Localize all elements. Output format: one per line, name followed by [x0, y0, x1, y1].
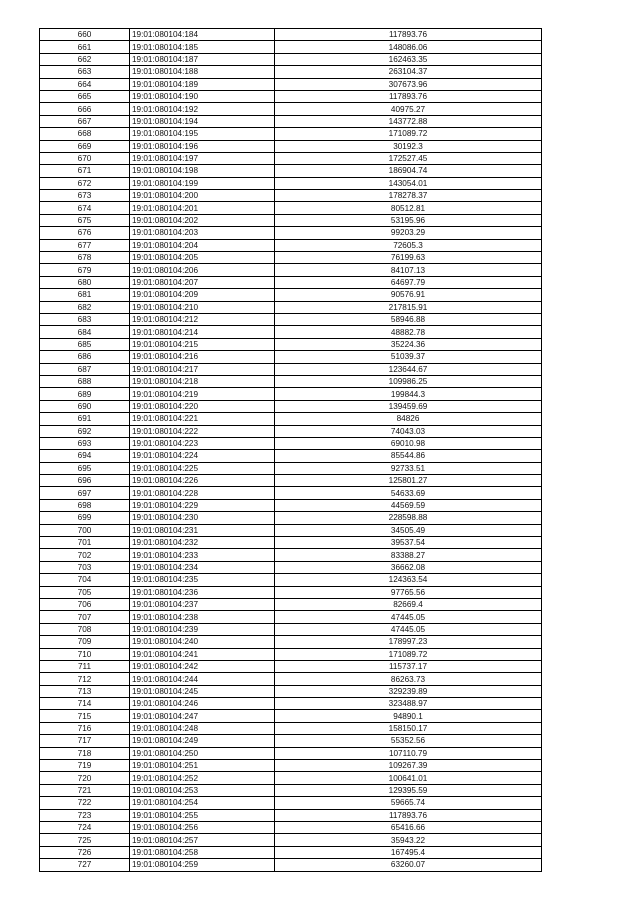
- cadastral-number-cell: 19:01:080104:257: [130, 834, 275, 846]
- cadastral-number-cell: 19:01:080104:210: [130, 301, 275, 313]
- value-cell: 139459.69: [275, 400, 542, 412]
- cadastral-number-cell: 19:01:080104:218: [130, 375, 275, 387]
- row-number-cell: 661: [40, 41, 130, 53]
- table-row: [40, 598, 542, 610]
- row-number-cell: 679: [40, 264, 130, 276]
- value-cell: 97765.56: [275, 586, 542, 598]
- cadastral-number-cell: 19:01:080104:244: [130, 673, 275, 685]
- value-cell: 90576.91: [275, 289, 542, 301]
- cadastral-number-cell: 19:01:080104:236: [130, 586, 275, 598]
- row-number-cell: 689: [40, 388, 130, 400]
- table-row: [40, 574, 542, 586]
- table-row: [40, 252, 542, 264]
- table-row: [40, 673, 542, 685]
- cadastral-number-cell: 19:01:080104:228: [130, 487, 275, 499]
- row-number-cell: 705: [40, 586, 130, 598]
- row-number-cell: 726: [40, 846, 130, 858]
- row-number-cell: 701: [40, 537, 130, 549]
- value-cell: 65416.66: [275, 822, 542, 834]
- cadastral-number-cell: 19:01:080104:235: [130, 574, 275, 586]
- table-row: [40, 276, 542, 288]
- cadastral-number-cell: 19:01:080104:198: [130, 165, 275, 177]
- table-row: [40, 747, 542, 759]
- value-cell: 94890.1: [275, 710, 542, 722]
- table-row: [40, 413, 542, 425]
- row-number-cell: 674: [40, 202, 130, 214]
- value-cell: 84107.13: [275, 264, 542, 276]
- row-number-cell: 702: [40, 549, 130, 561]
- cadastral-number-cell: 19:01:080104:223: [130, 437, 275, 449]
- value-cell: 117893.76: [275, 809, 542, 821]
- table-row: [40, 128, 542, 140]
- row-number-cell: 721: [40, 784, 130, 796]
- value-cell: 129395.59: [275, 784, 542, 796]
- row-number-cell: 711: [40, 660, 130, 672]
- cadastral-number-cell: 19:01:080104:204: [130, 239, 275, 251]
- value-cell: 329239.89: [275, 685, 542, 697]
- table-row: [40, 549, 542, 561]
- table-row: [40, 351, 542, 363]
- table-row: [40, 289, 542, 301]
- cadastral-number-cell: 19:01:080104:187: [130, 53, 275, 65]
- value-cell: 217815.91: [275, 301, 542, 313]
- cadastral-number-cell: 19:01:080104:195: [130, 128, 275, 140]
- value-cell: 44569.59: [275, 499, 542, 511]
- cadastral-number-cell: 19:01:080104:245: [130, 685, 275, 697]
- cadastral-number-cell: 19:01:080104:190: [130, 90, 275, 102]
- row-number-cell: 678: [40, 252, 130, 264]
- table-row: [40, 338, 542, 350]
- row-number-cell: 717: [40, 735, 130, 747]
- row-number-cell: 683: [40, 313, 130, 325]
- table-row: [40, 425, 542, 437]
- table-row: [40, 140, 542, 152]
- row-number-cell: 712: [40, 673, 130, 685]
- table-row: [40, 115, 542, 127]
- cadastral-number-cell: 19:01:080104:234: [130, 561, 275, 573]
- row-number-cell: 693: [40, 437, 130, 449]
- value-cell: 117893.76: [275, 90, 542, 102]
- row-number-cell: 666: [40, 103, 130, 115]
- value-cell: 74043.03: [275, 425, 542, 437]
- value-cell: 109267.39: [275, 760, 542, 772]
- table-row: [40, 400, 542, 412]
- table-row: [40, 636, 542, 648]
- table-row: [40, 822, 542, 834]
- row-number-cell: 723: [40, 809, 130, 821]
- row-number-cell: 703: [40, 561, 130, 573]
- row-number-cell: 725: [40, 834, 130, 846]
- value-cell: 85544.86: [275, 450, 542, 462]
- row-number-cell: 677: [40, 239, 130, 251]
- cadastral-number-cell: 19:01:080104:250: [130, 747, 275, 759]
- cadastral-number-cell: 19:01:080104:237: [130, 598, 275, 610]
- row-number-cell: 718: [40, 747, 130, 759]
- table-row: [40, 264, 542, 276]
- value-cell: 115737.17: [275, 660, 542, 672]
- value-cell: 80512.81: [275, 202, 542, 214]
- cadastral-number-cell: 19:01:080104:212: [130, 313, 275, 325]
- value-cell: 158150.17: [275, 722, 542, 734]
- row-number-cell: 691: [40, 413, 130, 425]
- table-row: [40, 524, 542, 536]
- row-number-cell: 686: [40, 351, 130, 363]
- cadastral-number-cell: 19:01:080104:219: [130, 388, 275, 400]
- value-cell: 117893.76: [275, 29, 542, 41]
- cadastral-number-cell: 19:01:080104:196: [130, 140, 275, 152]
- value-cell: 99203.29: [275, 227, 542, 239]
- value-cell: 58946.88: [275, 313, 542, 325]
- table-row: [40, 363, 542, 375]
- row-number-cell: 660: [40, 29, 130, 41]
- table-row: [40, 760, 542, 772]
- cadastral-number-cell: 19:01:080104:259: [130, 859, 275, 871]
- row-number-cell: 680: [40, 276, 130, 288]
- cadastral-number-cell: 19:01:080104:258: [130, 846, 275, 858]
- table-row: [40, 784, 542, 796]
- value-cell: 186904.74: [275, 165, 542, 177]
- value-cell: 125801.27: [275, 475, 542, 487]
- table-row: [40, 537, 542, 549]
- cadastral-number-cell: 19:01:080104:253: [130, 784, 275, 796]
- cadastral-number-cell: 19:01:080104:205: [130, 252, 275, 264]
- table-row: [40, 710, 542, 722]
- table-row: [40, 375, 542, 387]
- cadastral-number-cell: 19:01:080104:233: [130, 549, 275, 561]
- table-row: [40, 512, 542, 524]
- row-number-cell: 675: [40, 214, 130, 226]
- cadastral-number-cell: 19:01:080104:207: [130, 276, 275, 288]
- cadastral-number-cell: 19:01:080104:240: [130, 636, 275, 648]
- table-row: [40, 313, 542, 325]
- value-cell: 83388.27: [275, 549, 542, 561]
- row-number-cell: 724: [40, 822, 130, 834]
- cadastral-number-cell: 19:01:080104:184: [130, 29, 275, 41]
- cadastral-number-cell: 19:01:080104:222: [130, 425, 275, 437]
- value-cell: 124363.54: [275, 574, 542, 586]
- table-row: [40, 103, 542, 115]
- row-number-cell: 687: [40, 363, 130, 375]
- row-number-cell: 676: [40, 227, 130, 239]
- value-cell: 54633.69: [275, 487, 542, 499]
- row-number-cell: 681: [40, 289, 130, 301]
- value-cell: 55352.56: [275, 735, 542, 747]
- value-cell: 263104.37: [275, 66, 542, 78]
- cadastral-number-cell: 19:01:080104:197: [130, 152, 275, 164]
- cadastral-number-cell: 19:01:080104:185: [130, 41, 275, 53]
- value-cell: 171089.72: [275, 128, 542, 140]
- cadastral-number-cell: 19:01:080104:248: [130, 722, 275, 734]
- value-cell: 178278.37: [275, 190, 542, 202]
- value-cell: 72605.3: [275, 239, 542, 251]
- row-number-cell: 707: [40, 611, 130, 623]
- cadastral-number-cell: 19:01:080104:232: [130, 537, 275, 549]
- row-number-cell: 706: [40, 598, 130, 610]
- row-number-cell: 672: [40, 177, 130, 189]
- value-cell: 123644.67: [275, 363, 542, 375]
- cadastral-number-cell: 19:01:080104:200: [130, 190, 275, 202]
- value-cell: 36662.08: [275, 561, 542, 573]
- cadastral-number-cell: 19:01:080104:226: [130, 475, 275, 487]
- table-row: [40, 53, 542, 65]
- cadastral-number-cell: 19:01:080104:217: [130, 363, 275, 375]
- value-cell: 100641.01: [275, 772, 542, 784]
- row-number-cell: 682: [40, 301, 130, 313]
- row-number-cell: 699: [40, 512, 130, 524]
- table-row: [40, 450, 542, 462]
- value-cell: 47445.05: [275, 623, 542, 635]
- table-row: [40, 202, 542, 214]
- row-number-cell: 688: [40, 375, 130, 387]
- row-number-cell: 716: [40, 722, 130, 734]
- table-row: [40, 846, 542, 858]
- table-row: [40, 487, 542, 499]
- cadastral-number-cell: 19:01:080104:202: [130, 214, 275, 226]
- value-cell: 47445.05: [275, 611, 542, 623]
- cadastral-value-table: [39, 28, 542, 872]
- table-row: [40, 499, 542, 511]
- table-row: [40, 685, 542, 697]
- cadastral-number-cell: 19:01:080104:201: [130, 202, 275, 214]
- cadastral-number-cell: 19:01:080104:206: [130, 264, 275, 276]
- value-cell: 307673.96: [275, 78, 542, 90]
- value-cell: 199844.3: [275, 388, 542, 400]
- row-number-cell: 685: [40, 338, 130, 350]
- value-cell: 162463.35: [275, 53, 542, 65]
- table-row: [40, 859, 542, 871]
- row-number-cell: 709: [40, 636, 130, 648]
- table-row: [40, 239, 542, 251]
- row-number-cell: 719: [40, 760, 130, 772]
- cadastral-number-cell: 19:01:080104:209: [130, 289, 275, 301]
- table-row: [40, 834, 542, 846]
- value-cell: 82669.4: [275, 598, 542, 610]
- table-row: [40, 177, 542, 189]
- value-cell: 167495.4: [275, 846, 542, 858]
- table-row: [40, 475, 542, 487]
- value-cell: 107110.79: [275, 747, 542, 759]
- table-row: [40, 214, 542, 226]
- value-cell: 34505.49: [275, 524, 542, 536]
- cadastral-number-cell: 19:01:080104:252: [130, 772, 275, 784]
- row-number-cell: 695: [40, 462, 130, 474]
- table-row: [40, 611, 542, 623]
- table-row: [40, 462, 542, 474]
- table-row: [40, 561, 542, 573]
- value-cell: 59665.74: [275, 797, 542, 809]
- row-number-cell: 664: [40, 78, 130, 90]
- value-cell: 86263.73: [275, 673, 542, 685]
- value-cell: 171089.72: [275, 648, 542, 660]
- cadastral-number-cell: 19:01:080104:247: [130, 710, 275, 722]
- table-row: [40, 66, 542, 78]
- table-row: [40, 722, 542, 734]
- cadastral-number-cell: 19:01:080104:238: [130, 611, 275, 623]
- cadastral-number-cell: 19:01:080104:188: [130, 66, 275, 78]
- cadastral-number-cell: 19:01:080104:239: [130, 623, 275, 635]
- row-number-cell: 708: [40, 623, 130, 635]
- value-cell: 84826: [275, 413, 542, 425]
- row-number-cell: 684: [40, 326, 130, 338]
- cadastral-number-cell: 19:01:080104:216: [130, 351, 275, 363]
- table-row: [40, 326, 542, 338]
- table-row: [40, 227, 542, 239]
- table-row: [40, 735, 542, 747]
- value-cell: 69010.98: [275, 437, 542, 449]
- cadastral-number-cell: 19:01:080104:241: [130, 648, 275, 660]
- cadastral-number-cell: 19:01:080104:194: [130, 115, 275, 127]
- cadastral-number-cell: 19:01:080104:251: [130, 760, 275, 772]
- table-row: [40, 41, 542, 53]
- row-number-cell: 727: [40, 859, 130, 871]
- value-cell: 35943.22: [275, 834, 542, 846]
- value-cell: 109986.25: [275, 375, 542, 387]
- value-cell: 76199.63: [275, 252, 542, 264]
- cadastral-number-cell: 19:01:080104:254: [130, 797, 275, 809]
- row-number-cell: 669: [40, 140, 130, 152]
- table-row: [40, 152, 542, 164]
- row-number-cell: 713: [40, 685, 130, 697]
- cadastral-number-cell: 19:01:080104:249: [130, 735, 275, 747]
- row-number-cell: 690: [40, 400, 130, 412]
- row-number-cell: 671: [40, 165, 130, 177]
- value-cell: 63260.07: [275, 859, 542, 871]
- table-row: [40, 772, 542, 784]
- table-row: [40, 90, 542, 102]
- value-cell: 143054.01: [275, 177, 542, 189]
- cadastral-number-cell: 19:01:080104:225: [130, 462, 275, 474]
- row-number-cell: 665: [40, 90, 130, 102]
- cadastral-number-cell: 19:01:080104:256: [130, 822, 275, 834]
- cadastral-number-cell: 19:01:080104:246: [130, 698, 275, 710]
- row-number-cell: 667: [40, 115, 130, 127]
- row-number-cell: 670: [40, 152, 130, 164]
- cadastral-number-cell: 19:01:080104:230: [130, 512, 275, 524]
- row-number-cell: 698: [40, 499, 130, 511]
- row-number-cell: 673: [40, 190, 130, 202]
- row-number-cell: 692: [40, 425, 130, 437]
- row-number-cell: 663: [40, 66, 130, 78]
- row-number-cell: 662: [40, 53, 130, 65]
- row-number-cell: 668: [40, 128, 130, 140]
- row-number-cell: 694: [40, 450, 130, 462]
- table-body: [40, 29, 542, 872]
- cadastral-number-cell: 19:01:080104:199: [130, 177, 275, 189]
- value-cell: 64697.79: [275, 276, 542, 288]
- value-cell: 48882.78: [275, 326, 542, 338]
- value-cell: 39537.54: [275, 537, 542, 549]
- value-cell: 178997.23: [275, 636, 542, 648]
- table-row: [40, 698, 542, 710]
- cadastral-number-cell: 19:01:080104:242: [130, 660, 275, 672]
- value-cell: 143772.88: [275, 115, 542, 127]
- table-row: [40, 165, 542, 177]
- value-cell: 228598.88: [275, 512, 542, 524]
- cadastral-number-cell: 19:01:080104:192: [130, 103, 275, 115]
- cadastral-number-cell: 19:01:080104:255: [130, 809, 275, 821]
- table-row: [40, 586, 542, 598]
- row-number-cell: 722: [40, 797, 130, 809]
- row-number-cell: 710: [40, 648, 130, 660]
- cadastral-number-cell: 19:01:080104:189: [130, 78, 275, 90]
- value-cell: 53195.96: [275, 214, 542, 226]
- cadastral-number-cell: 19:01:080104:214: [130, 326, 275, 338]
- cadastral-number-cell: 19:01:080104:221: [130, 413, 275, 425]
- value-cell: 323488.97: [275, 698, 542, 710]
- table-row: [40, 388, 542, 400]
- value-cell: 148086.06: [275, 41, 542, 53]
- cadastral-number-cell: 19:01:080104:220: [130, 400, 275, 412]
- table-row: [40, 437, 542, 449]
- cadastral-number-cell: 19:01:080104:224: [130, 450, 275, 462]
- value-cell: 40975.27: [275, 103, 542, 115]
- table-row: [40, 623, 542, 635]
- row-number-cell: 720: [40, 772, 130, 784]
- value-cell: 30192.3: [275, 140, 542, 152]
- table-row: [40, 648, 542, 660]
- table-row: [40, 190, 542, 202]
- value-cell: 172527.45: [275, 152, 542, 164]
- row-number-cell: 714: [40, 698, 130, 710]
- table-row: [40, 78, 542, 90]
- table-row: [40, 29, 542, 41]
- row-number-cell: 715: [40, 710, 130, 722]
- table-row: [40, 660, 542, 672]
- cadastral-number-cell: 19:01:080104:231: [130, 524, 275, 536]
- cadastral-number-cell: 19:01:080104:203: [130, 227, 275, 239]
- value-cell: 51039.37: [275, 351, 542, 363]
- table-row: [40, 797, 542, 809]
- row-number-cell: 700: [40, 524, 130, 536]
- table-row: [40, 809, 542, 821]
- cadastral-number-cell: 19:01:080104:229: [130, 499, 275, 511]
- cadastral-number-cell: 19:01:080104:215: [130, 338, 275, 350]
- table-row: [40, 301, 542, 313]
- value-cell: 35224.36: [275, 338, 542, 350]
- row-number-cell: 697: [40, 487, 130, 499]
- row-number-cell: 696: [40, 475, 130, 487]
- row-number-cell: 704: [40, 574, 130, 586]
- value-cell: 92733.51: [275, 462, 542, 474]
